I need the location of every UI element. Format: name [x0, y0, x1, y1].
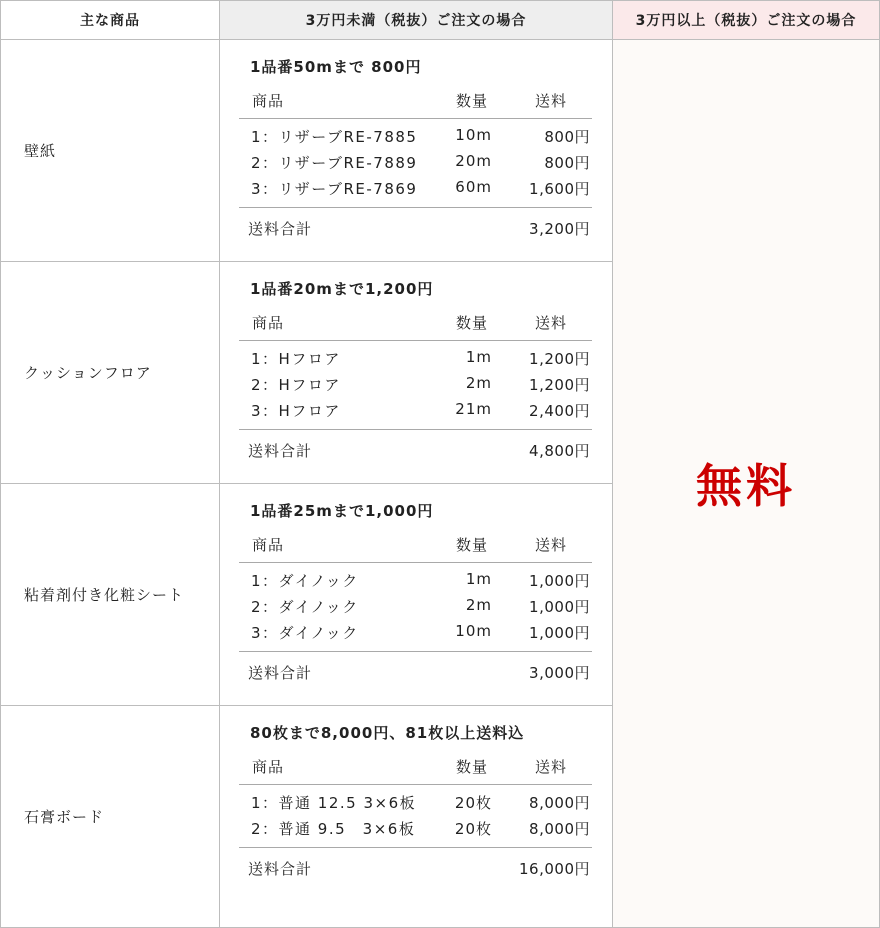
col-qty-label: 数量	[456, 92, 489, 110]
row-item-name: 1：ダイノック	[251, 572, 359, 590]
row-fee: 2,400円	[529, 402, 590, 420]
divider	[239, 784, 592, 785]
row-qty: 2m	[465, 596, 492, 614]
row-item-name: 3：Hフロア	[251, 402, 341, 420]
divider	[239, 340, 592, 341]
row-item-name: 1：Hフロア	[251, 350, 341, 368]
col-item-label: 商品	[252, 92, 285, 110]
fee-rule: 1品番20mまで1,200円	[250, 280, 434, 298]
col-fee-label: 送料	[535, 536, 568, 554]
col-fee-label: 送料	[535, 758, 568, 776]
divider	[239, 207, 592, 208]
row-qty: 20枚	[454, 794, 492, 812]
total-label: 送料合計	[248, 442, 313, 460]
total-label: 送料合計	[248, 860, 313, 878]
row-qty: 20枚	[454, 820, 492, 838]
row-fee: 8,000円	[529, 820, 590, 838]
category-label: 粘着剤付き化粧シート	[24, 586, 185, 604]
total-label: 送料合計	[248, 220, 313, 238]
row-item-name: 3：リザーブRE-7869	[251, 180, 418, 198]
fee-block-wallpaper	[220, 40, 613, 262]
row-qty: 10m	[455, 622, 492, 640]
row-qty: 1m	[465, 570, 492, 588]
col-fee-label: 送料	[535, 92, 568, 110]
col-item-label: 商品	[252, 758, 285, 776]
col-item-label: 商品	[252, 536, 285, 554]
category-adhesive-sheet	[0, 484, 220, 706]
row-fee: 1,600円	[529, 180, 590, 198]
row-item-name: 2：リザーブRE-7889	[251, 154, 418, 172]
fee-rule: 80枚まで8,000円、81枚以上送料込	[250, 724, 525, 742]
col-qty-label: 数量	[456, 314, 489, 332]
total-value: 3,200円	[529, 220, 590, 238]
total-value: 4,800円	[529, 442, 590, 460]
divider	[239, 847, 592, 848]
divider	[239, 651, 592, 652]
divider	[239, 429, 592, 430]
category-gypsum-board	[0, 706, 220, 928]
header-main-products-label: 主な商品	[80, 13, 140, 29]
category-label: 石膏ボード	[24, 808, 105, 826]
row-qty: 10m	[455, 126, 492, 144]
row-item-name: 2：Hフロア	[251, 376, 341, 394]
category-label: クッションフロア	[24, 364, 152, 382]
row-qty: 20m	[455, 152, 492, 170]
divider	[239, 562, 592, 563]
fee-block-adhesive-sheet	[220, 484, 613, 706]
free-shipping-label: 無料	[696, 458, 796, 513]
category-wallpaper	[0, 40, 220, 262]
row-fee: 1,000円	[529, 598, 590, 616]
row-fee: 8,000円	[529, 794, 590, 812]
col-fee-label: 送料	[535, 314, 568, 332]
header-over-30000-label: 3万円以上（税抜）ご注文の場合	[635, 13, 857, 29]
row-qty: 1m	[465, 348, 492, 366]
row-fee: 1,200円	[529, 376, 590, 394]
total-value: 3,000円	[529, 664, 590, 682]
divider	[239, 118, 592, 119]
col-qty-label: 数量	[456, 758, 489, 776]
header-under-30000	[220, 0, 613, 40]
row-item-name: 2：ダイノック	[251, 598, 359, 616]
fee-rule: 1品番25mまで1,000円	[250, 502, 434, 520]
row-item-name: 1：普通 12.5 3×6板	[251, 794, 417, 812]
row-item-name: 2：普通 9.5 3×6板	[251, 820, 416, 838]
row-fee: 800円	[544, 154, 590, 172]
fee-block-cushion-floor	[220, 262, 613, 484]
col-qty-label: 数量	[456, 536, 489, 554]
row-fee: 800円	[544, 128, 590, 146]
row-qty: 2m	[465, 374, 492, 392]
total-label: 送料合計	[248, 664, 313, 682]
row-item-name: 3：ダイノック	[251, 624, 359, 642]
row-qty: 60m	[455, 178, 492, 196]
fee-block-gypsum-board	[220, 706, 613, 928]
col-item-label: 商品	[252, 314, 285, 332]
category-cushion-floor	[0, 262, 220, 484]
fee-rule: 1品番50mまで 800円	[250, 58, 422, 76]
category-label: 壁紙	[24, 142, 57, 160]
header-main-products	[0, 0, 220, 40]
row-fee: 1,200円	[529, 350, 590, 368]
free-shipping-cell	[613, 40, 880, 928]
row-item-name: 1：リザーブRE-7885	[251, 128, 418, 146]
row-fee: 1,000円	[529, 572, 590, 590]
row-fee: 1,000円	[529, 624, 590, 642]
row-qty: 21m	[455, 400, 492, 418]
total-value: 16,000円	[519, 860, 590, 878]
header-over-30000	[613, 0, 880, 40]
header-under-30000-label: 3万円未満（税抜）ご注文の場合	[305, 13, 527, 29]
